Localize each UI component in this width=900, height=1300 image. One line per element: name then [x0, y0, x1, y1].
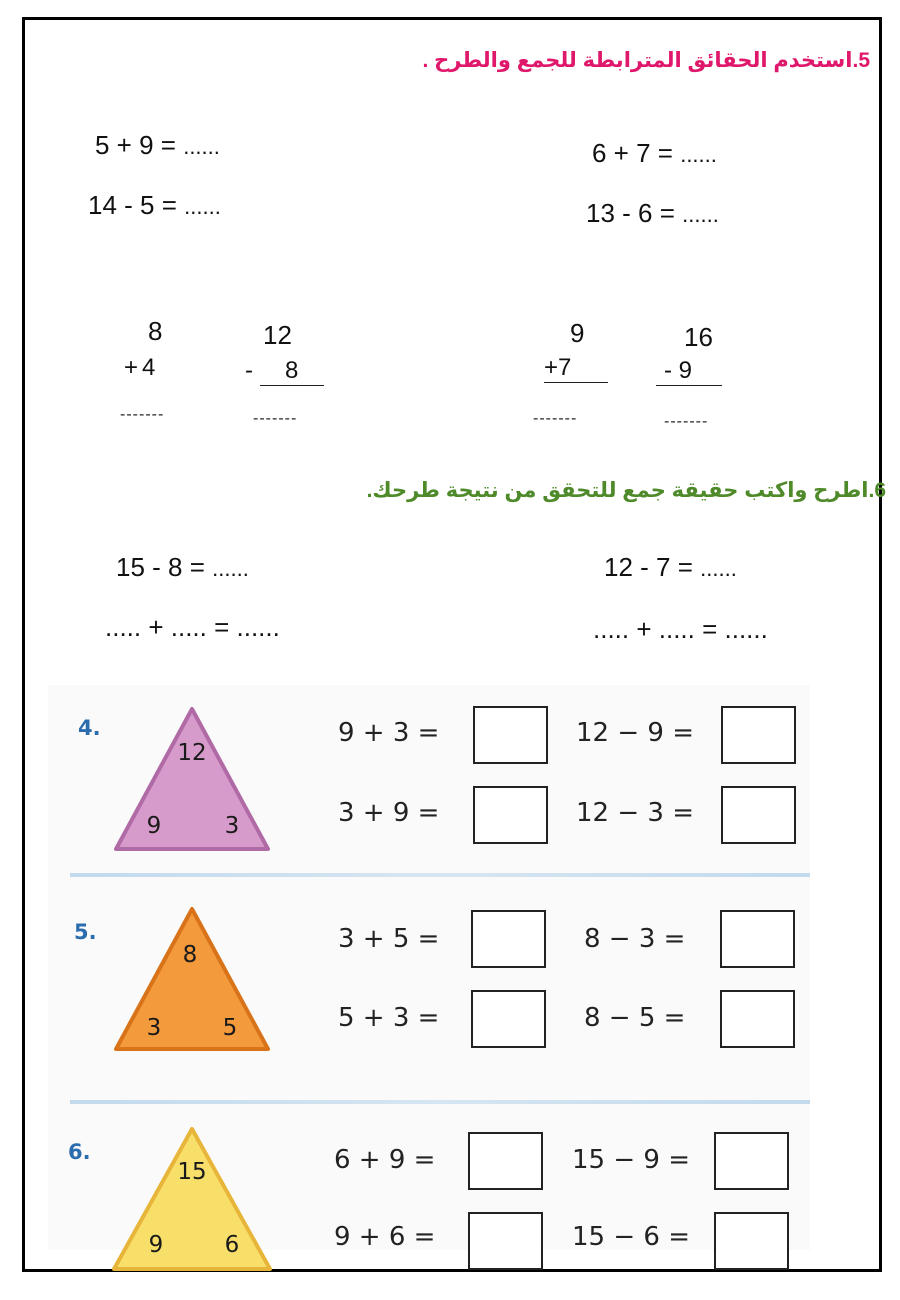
ex5-eq4: 8 − 5 = — [584, 1003, 686, 1033]
v2-answer[interactable]: ------- — [253, 410, 298, 427]
ex6-triangle-shape — [114, 1129, 270, 1269]
ex6-label: 6. — [68, 1140, 91, 1164]
s6-left-expr: 15 - 8 = — [116, 552, 205, 582]
ex4-eq1: 9 + 3 = — [338, 718, 440, 748]
v4-top: 16 — [684, 322, 713, 352]
v1-op-line — [124, 354, 155, 382]
ex6-top-num: 15 — [177, 1159, 207, 1185]
s5-left-top-blank[interactable]: ...... — [183, 134, 220, 159]
s6-right-blank[interactable]: ...... — [700, 556, 737, 581]
v2-bottom: 8 — [260, 357, 324, 386]
v1-op: + — [124, 354, 139, 381]
ex5-left-num: 3 — [146, 1015, 162, 1041]
ex6-right-num: 6 — [224, 1232, 240, 1258]
ex5-triangle — [112, 905, 272, 1053]
ex4-label: 4. — [78, 716, 101, 740]
v3-op-wrap — [544, 354, 608, 383]
ex4-left-num: 9 — [146, 813, 162, 839]
v1-answer[interactable]: ------- — [120, 406, 165, 423]
ex6-eq3: 9 + 6 = — [334, 1222, 436, 1252]
ex4-answer-box-3[interactable] — [473, 786, 548, 844]
v3-bottom: 7 — [558, 354, 572, 381]
v2-top: 12 — [263, 320, 292, 350]
separator-2 — [70, 1100, 810, 1104]
ex6-eq1: 6 + 9 = — [334, 1145, 436, 1175]
s5-right-bottom-expr: 13 - 6 = — [586, 198, 675, 228]
v4-op-wrap — [656, 357, 722, 386]
ex5-answer-box-3[interactable] — [471, 990, 546, 1048]
v4-answer[interactable]: ------- — [664, 413, 709, 430]
s5-right-bottom-blank[interactable]: ...... — [682, 202, 719, 227]
s6-left-eq — [116, 552, 249, 583]
ex5-right-num: 5 — [222, 1015, 238, 1041]
ex5-top-num: 8 — [182, 942, 198, 968]
s6-right-check[interactable]: ..... + ..... = ...... — [593, 614, 768, 644]
ex5-eq3: 5 + 3 = — [338, 1003, 440, 1033]
ex5-answer-box-2[interactable] — [720, 910, 795, 968]
ex6-answer-box-2[interactable] — [714, 1132, 789, 1190]
ex4-triangle — [112, 705, 272, 853]
ex5-answer-box-4[interactable] — [720, 990, 795, 1048]
ex6-eq2: 15 − 9 = — [572, 1145, 690, 1175]
ex5-label: 5. — [74, 920, 97, 944]
v2-op-line — [245, 357, 324, 386]
separator-1 — [70, 873, 810, 877]
ex6-answer-box-1[interactable] — [468, 1132, 543, 1190]
s5-right-bottom — [586, 198, 719, 229]
s6-right-expr: 12 - 7 = — [604, 552, 693, 582]
ex4-answer-box-2[interactable] — [721, 706, 796, 764]
v3-answer[interactable]: ------- — [533, 410, 578, 427]
ex6-triangle — [110, 1125, 274, 1273]
ex4-triangle-shape — [116, 709, 268, 849]
v4-bottom: 9 — [678, 357, 693, 384]
v3-op-line — [544, 354, 608, 383]
v2-op: - — [245, 357, 253, 384]
ex4-answer-box-1[interactable] — [473, 706, 548, 764]
s5-left-top-expr: 5 + 9 = — [95, 130, 176, 160]
s6-left-check[interactable]: ..... + ..... = ...... — [105, 612, 280, 642]
section6-title: 6.اطرح واكتب حقيقة جمع للتحقق من نتيجة طرحك. — [366, 479, 886, 502]
s5-right-top-blank[interactable]: ...... — [680, 142, 717, 167]
ex4-eq2: 12 − 9 = — [576, 718, 694, 748]
s6-left-blank[interactable]: ...... — [212, 556, 249, 581]
ex6-left-num: 9 — [148, 1232, 164, 1258]
v3-top: 9 — [570, 318, 585, 348]
ex6-answer-box-3[interactable] — [468, 1212, 543, 1270]
v1-top: 8 — [148, 316, 163, 346]
ex5-triangle-shape — [116, 909, 268, 1049]
v3-op: + — [544, 354, 559, 381]
s5-left-bottom — [88, 190, 221, 221]
ex5-eq1: 3 + 5 = — [338, 924, 440, 954]
v4-op: - — [664, 357, 672, 384]
ex6-answer-box-4[interactable] — [714, 1212, 789, 1270]
s5-left-bottom-expr: 14 - 5 = — [88, 190, 177, 220]
s5-left-bottom-blank[interactable]: ...... — [184, 194, 221, 219]
ex4-answer-box-4[interactable] — [721, 786, 796, 844]
ex4-right-num: 3 — [224, 813, 240, 839]
ex4-top-num: 12 — [177, 740, 207, 766]
ex5-eq2: 8 − 3 = — [584, 924, 686, 954]
ex4-eq4: 12 − 3 = — [576, 798, 694, 828]
ex6-eq4: 15 − 6 = — [572, 1222, 690, 1252]
v4-op-line — [656, 357, 722, 386]
ex5-answer-box-1[interactable] — [471, 910, 546, 968]
ex4-eq3: 3 + 9 = — [338, 798, 440, 828]
v1-bottom: 4 — [142, 354, 156, 381]
section5-title: 5.استخدم الحقائق المترابطة للجمع والطرح . — [422, 49, 870, 72]
s5-right-top-expr: 6 + 7 = — [592, 138, 673, 168]
s5-left-top — [95, 130, 220, 161]
s5-right-top — [592, 138, 717, 169]
s6-right-eq — [604, 552, 737, 583]
